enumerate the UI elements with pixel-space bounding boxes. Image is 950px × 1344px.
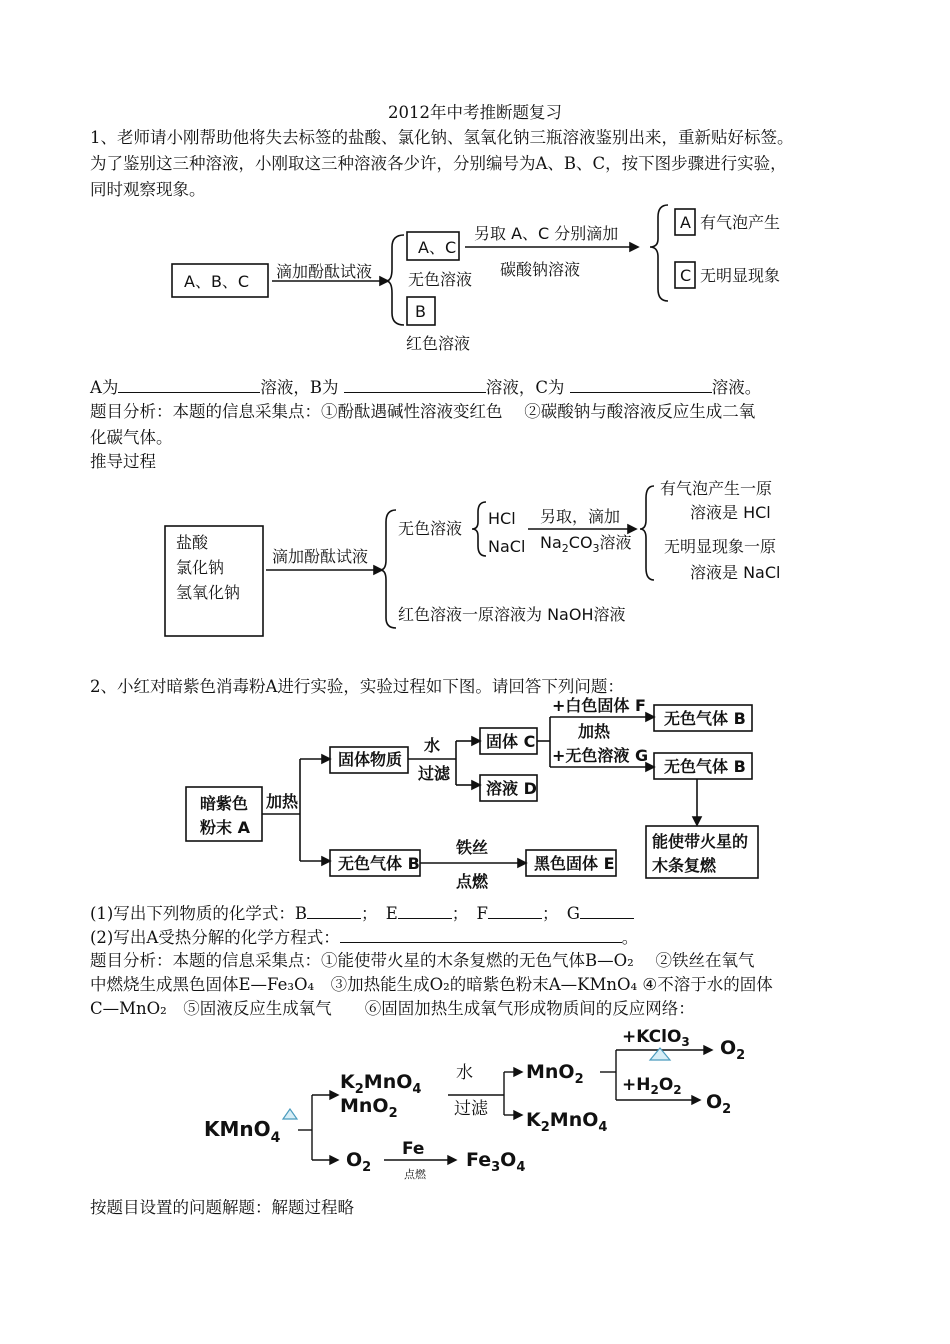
answer-blank-a[interactable]: [118, 376, 260, 393]
kmno4-label: KMnO$_4$: [204, 1117, 281, 1146]
derive-result2b: 溶液是 NaCl: [690, 563, 781, 582]
a-label: A: [680, 213, 691, 232]
derive-result1a: 有气泡产生一原: [660, 479, 773, 498]
q2-analysis-3: C—MnO₂ ⑤固液反应生成氧气 ⑥固固加热生成氧气形成物质间的反应网络：: [90, 999, 695, 1018]
step1-label: 滴加酚酞试液: [276, 262, 373, 281]
part1-b-prefix: (1)写出下列物质的化学式：B: [90, 904, 307, 923]
b-label: B: [415, 302, 426, 321]
reagent-hcl: 盐酸: [176, 533, 209, 552]
c-result: 无明显现象: [700, 266, 781, 285]
derive-colorless: 无色溶液: [398, 519, 463, 538]
reagent-nacl: 氯化钠: [176, 558, 225, 577]
b-suffix: 溶液，C为: [485, 378, 565, 397]
d-solution-label: 溶液 D: [486, 779, 537, 798]
heat-triangle-icon: [283, 1109, 297, 1119]
relight-1: 能使带火星的: [652, 832, 749, 851]
derive-step2b: $Na_2CO_3$溶液: [540, 533, 632, 555]
gas-b-label-2: 无色气体 B: [664, 757, 746, 776]
heat-label: 加热: [266, 792, 299, 811]
c-solid-label: 固体 C: [486, 732, 536, 751]
a-powder-2: 粉末 A: [200, 818, 250, 837]
black-solid-label: 黑色固体 E: [534, 854, 615, 873]
derive-hcl: HCl: [488, 509, 516, 528]
answer-blank-c[interactable]: [570, 376, 712, 393]
a-suffix: 溶液，B为: [260, 378, 339, 397]
page-title: 2012年中考推断题复习: [388, 103, 562, 122]
q1-analysis-1: 题目分析：本题的信息采集点：①酚酞遇碱性溶液变红色 ②碳酸钠与酸溶液反应生成二氧: [90, 402, 756, 421]
answer-blank-b[interactable]: [344, 376, 486, 393]
c-suffix: 溶液。: [711, 378, 762, 397]
ignite-label: 点燃: [456, 872, 489, 891]
part2-prefix: (2)写出A受热分解的化学方程式：: [90, 928, 340, 947]
o2-label-3: $O_2$: [346, 1149, 372, 1175]
derive-nacl: NaCl: [488, 537, 526, 556]
derive-step1: 滴加酚酞试液: [272, 547, 369, 566]
derive-step2a: 另取，滴加: [540, 507, 621, 526]
reaction-network: [0, 1020, 950, 1190]
start-label: A、B、C: [184, 272, 250, 291]
q1-answer-line: [90, 376, 761, 398]
f-label: +白色固体 F: [552, 696, 646, 715]
part1-g-prefix: ； G: [542, 904, 580, 923]
c-label: C: [680, 266, 692, 285]
network-ignite: 点燃: [404, 1168, 426, 1181]
red-label: 红色溶液: [406, 334, 471, 353]
step2a-label: 另取 A、C 分别滴加: [474, 224, 619, 243]
o2-label-1: $O_2$: [720, 1037, 746, 1063]
derive-red: 红色溶液一原溶液为 NaOH溶液: [398, 605, 626, 624]
q1-line-2: 为了鉴别这三种溶液，小刚取这三种溶液各少许，分别编号为A、B、C，按下图步骤进行实验，: [90, 154, 787, 173]
fe3o4-label: $Fe_3O_4$: [466, 1149, 526, 1175]
fe-label: Fe: [402, 1139, 425, 1159]
gas-b-label-3: 无色气体 B: [338, 854, 420, 873]
q2-analysis-1: 题目分析：本题的信息采集点：①能使带火星的木条复燃的无色气体B—O₂ ②铁丝在氧气: [90, 951, 755, 970]
k2mno4-label: $K_2MnO_4$: [340, 1071, 422, 1097]
q1-derivation-diagram: [0, 472, 950, 632]
wire-label: 铁丝: [456, 838, 489, 857]
water-label: 水: [424, 736, 441, 755]
blank-g[interactable]: [580, 902, 634, 919]
a-result: 有气泡产生: [700, 213, 781, 232]
k2mno4-out-label: $K_2MnO_4$: [526, 1109, 608, 1135]
kclo3-label: +KClO$_3$: [622, 1027, 690, 1049]
q1-line-1: 1、老师请小刚帮助他将失去标签的盐酸、氯化钠、氢氧化钠三瓶溶液鉴别出来，重新贴好标签。: [90, 128, 794, 147]
q2-part1: [90, 902, 634, 924]
o2-label-2: $O_2$: [706, 1091, 732, 1117]
network-water: 水: [456, 1063, 473, 1083]
step2b-label: 碳酸钠溶液: [500, 260, 581, 279]
part1-f-prefix: ； F: [451, 904, 488, 923]
a-prefix: A为: [90, 378, 119, 397]
q2-intro: 2、小红对暗紫色消毒粉A进行实验，实验过程如下图。请回答下列问题：: [90, 677, 624, 696]
g-label: +无色溶液 G: [552, 746, 649, 765]
q2-part2: [90, 926, 638, 948]
blank-b[interactable]: [307, 902, 361, 919]
q2-analysis-2: 中燃烧生成黑色固体E—Fe₃O₄ ③加热能生成O₂的暗紫色粉末A—KMnO₄ ④不溶于水的固体: [90, 975, 773, 994]
mno2-label: MnO$_2$: [340, 1095, 398, 1121]
derive-label: 推导过程: [90, 452, 156, 471]
a-powder-1: 暗紫色: [200, 794, 249, 813]
gas-b-label-1: 无色气体 B: [664, 709, 746, 728]
closing-note: 按题目设置的问题解题：解题过程略: [90, 1198, 354, 1217]
part1-e-prefix: ； E: [361, 904, 398, 923]
network-filter: 过滤: [454, 1099, 488, 1119]
f-heat-label: 加热: [578, 722, 611, 741]
reagent-naoh: 氢氧化钠: [176, 583, 241, 602]
q2-flow-diagram: [0, 695, 950, 891]
mno2-out-label: MnO$_2$: [526, 1061, 584, 1087]
solid-label: 固体物质: [338, 750, 403, 769]
blank-equation[interactable]: [340, 926, 622, 943]
part2-suffix: 。: [621, 928, 639, 947]
derive-result2a: 无明显现象一原: [664, 537, 777, 556]
derive-result1b: 溶液是 HCl: [690, 503, 771, 522]
filter-label: 过滤: [418, 764, 451, 783]
blank-e[interactable]: [398, 902, 452, 919]
q1-flow-diagram: [0, 195, 950, 355]
blank-f[interactable]: [488, 902, 542, 919]
q1-line-3: 同时观察现象。: [90, 180, 206, 199]
h2o2-label: $+H_2O_2$: [622, 1075, 682, 1097]
q1-analysis-2: 化碳气体。: [90, 428, 173, 447]
relight-2: 木条复燃: [652, 856, 717, 875]
ac-label: A、C: [418, 238, 457, 257]
colorless-label: 无色溶液: [408, 270, 473, 289]
